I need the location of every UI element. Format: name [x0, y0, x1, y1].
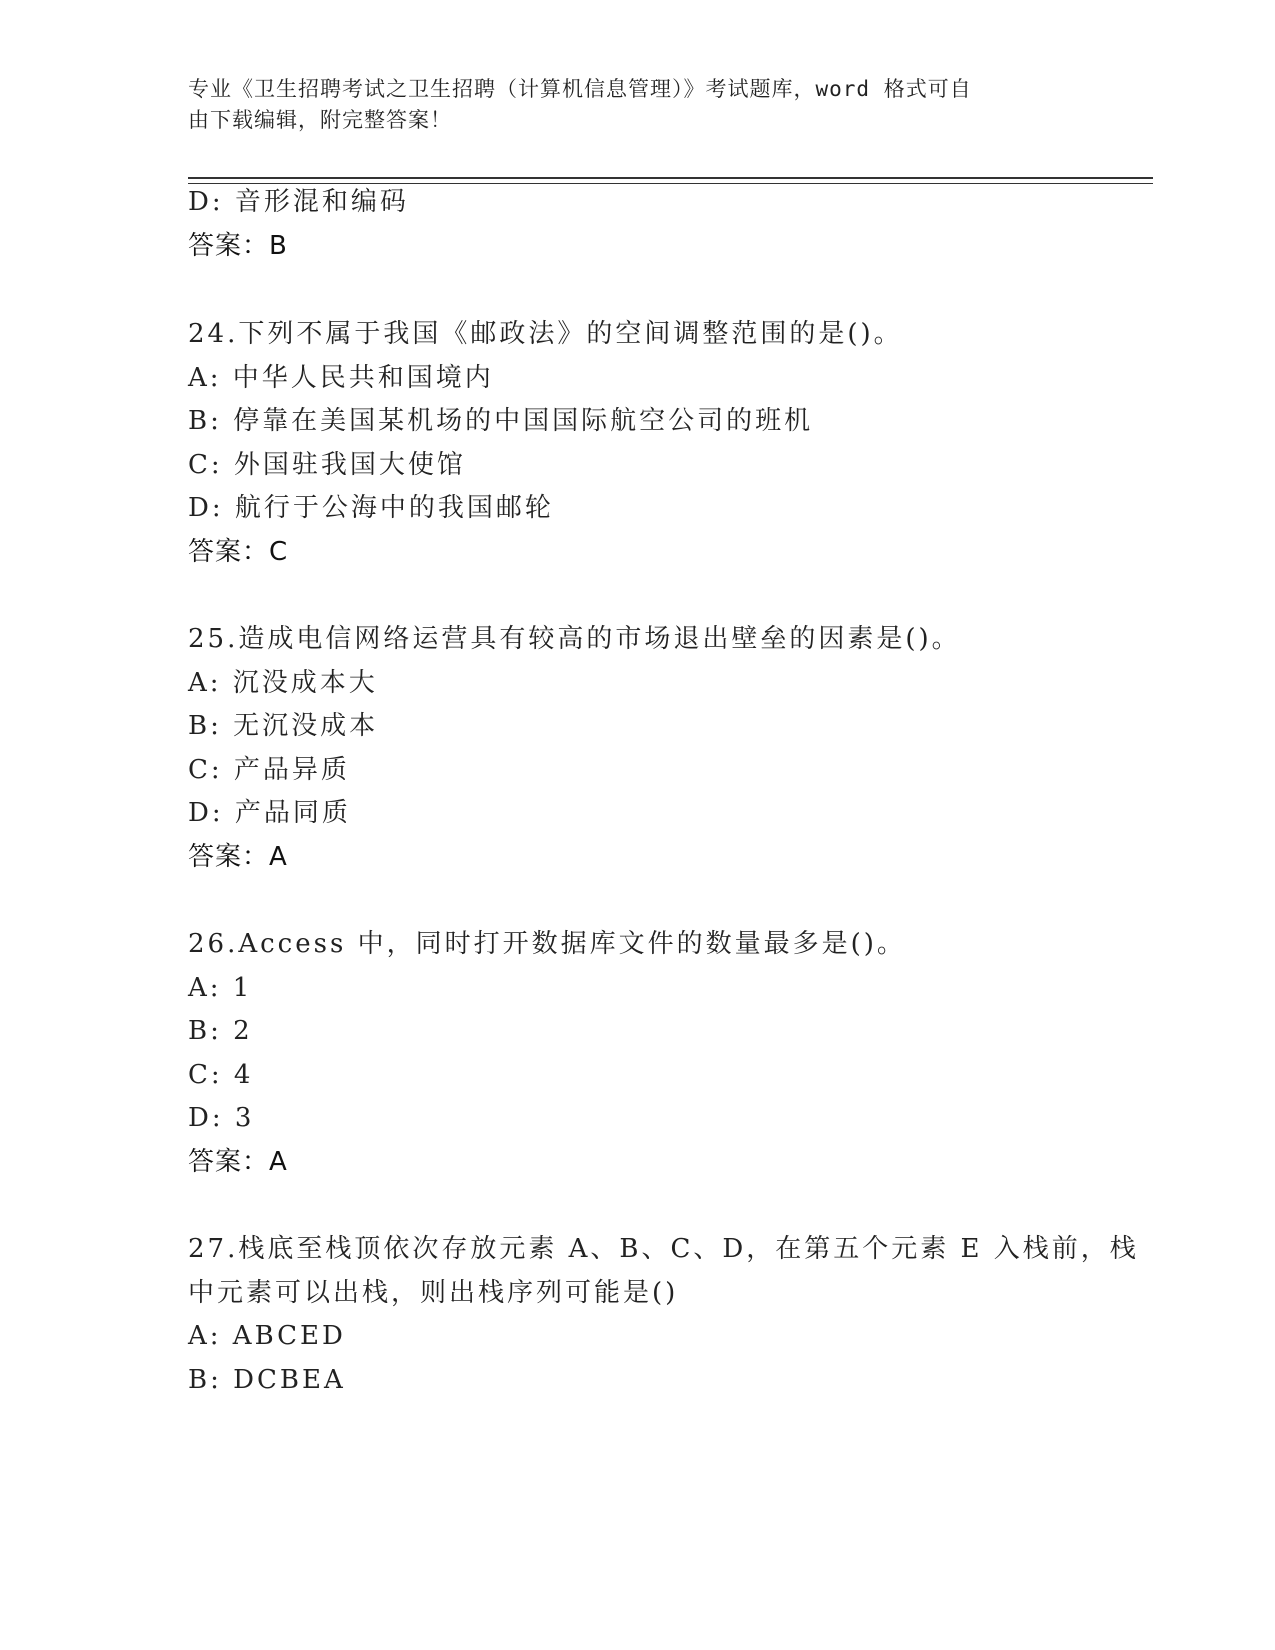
question-24-option-b: B: 停靠在美国某机场的中国国际航空公司的班机	[188, 406, 814, 436]
header-line-2: 由下载编辑，附完整答案！	[188, 108, 452, 132]
question-25-option-d: D: 产品同质	[188, 798, 351, 828]
question-24-option-a: A: 中华人民共和国境内	[188, 363, 494, 393]
prev-answer: 答案：B	[188, 231, 288, 261]
question-25-option-a: A: 沉没成本大	[188, 668, 378, 698]
question-26-option-c: C: 4	[188, 1060, 254, 1090]
question-27-stem-line-1: 27.栈底至栈顶依次存放元素 A、B、C、D，在第五个元素 E 入栈前，栈	[188, 1234, 1139, 1264]
question-26-stem: 26.Access 中，同时打开数据库文件的数量最多是()。	[188, 929, 906, 959]
question-24-option-d: D: 航行于公海中的我国邮轮	[188, 493, 554, 523]
question-24-option-c: C: 外国驻我国大使馆	[188, 450, 466, 480]
question-27-option-b: B: DCBEA	[188, 1365, 346, 1395]
header-line-1: 专业《卫生招聘考试之卫生招聘（计算机信息管理）》考试题库，word 格式可自	[188, 77, 972, 101]
question-26-option-d: D: 3	[188, 1103, 255, 1133]
question-27-option-a: A: ABCED	[188, 1321, 346, 1351]
question-26-option-a: A: 1	[188, 973, 253, 1003]
question-24-answer: 答案：C	[188, 537, 289, 567]
question-24-stem: 24.下列不属于我国《邮政法》的空间调整范围的是()。	[188, 319, 903, 349]
question-25-stem: 25.造成电信网络运营具有较高的市场退出壁垒的因素是()。	[188, 624, 961, 654]
question-26-option-b: B: 2	[188, 1016, 253, 1046]
document-header	[188, 74, 1068, 136]
question-27-stem-line-2: 中元素可以出栈，则出栈序列可能是()	[188, 1278, 679, 1308]
question-26-answer: 答案：A	[188, 1147, 288, 1177]
question-25-answer: 答案：A	[188, 842, 288, 872]
question-25-option-c: C: 产品异质	[188, 755, 350, 785]
question-25-option-b: B: 无沉没成本	[188, 711, 379, 741]
header-divider	[188, 177, 1153, 179]
prev-option-d: D: 音形混和编码	[188, 187, 409, 217]
header-divider-thin	[188, 183, 1153, 184]
